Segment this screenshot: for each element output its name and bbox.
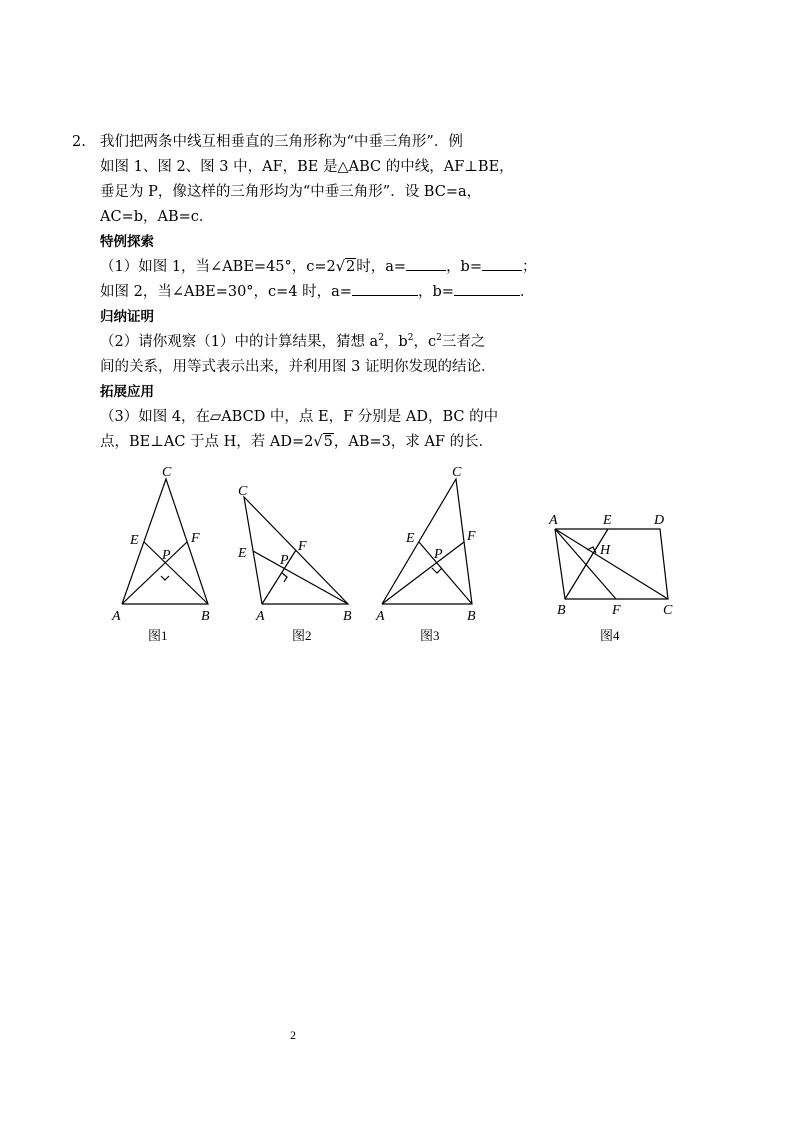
fig4-segment-af (555, 529, 616, 599)
intro-line-4: AC=b，AB=c． (100, 209, 214, 225)
page-number: 2 (290, 1028, 296, 1042)
fig2-label-p: P (280, 553, 289, 568)
fig4-label-h: H (600, 543, 611, 558)
fig4-label-f: F (612, 603, 621, 618)
fig1-label-p: P (162, 548, 171, 563)
fig2-median-af (262, 550, 296, 604)
part1-end: ； (522, 259, 537, 275)
intro-line-1: 我们把两条中线互相垂直的三角形称为“中垂三角形”．例 (100, 134, 463, 150)
answer-blank-b1[interactable] (482, 256, 522, 271)
fig3-label-f: F (467, 529, 476, 544)
problem-2 (72, 130, 537, 455)
fig4-label-d: D (654, 513, 665, 528)
part2-text-c: ，c (413, 334, 437, 350)
superscript: 2 (436, 333, 442, 343)
fig3-label-c: C (452, 465, 462, 480)
fig1-label-e: E (130, 533, 139, 548)
part3-text-b: ，AB=3，求 AF 的长． (333, 434, 494, 450)
answer-blank-a1[interactable] (406, 256, 446, 271)
fig4-label-e: E (603, 513, 612, 528)
figure-4 (555, 529, 668, 599)
fig2-label-b: B (343, 609, 352, 624)
fig3-label-a: A (376, 609, 385, 624)
part1-line2-mid: ，b= (417, 284, 454, 300)
part2-text-a: （2）请你观察（1）中的计算结果，猜想 a (100, 334, 379, 350)
fig2-caption: 图2 (292, 628, 312, 643)
fig3-triangle (382, 479, 472, 604)
sqrt-symbol: √5 (313, 434, 333, 450)
fig2-label-e: E (238, 546, 247, 561)
fig2-label-a: A (256, 609, 265, 624)
problem-body (100, 130, 537, 455)
fig4-caption: 图4 (600, 628, 620, 643)
fig4-label-b: B (557, 603, 566, 618)
part3-text-a: 点，BE⊥AC 于点 H，若 AD=2 (100, 434, 314, 450)
fig1-label-b: B (201, 609, 210, 624)
radicand: 2 (346, 259, 356, 275)
part1-line-2 (100, 280, 535, 305)
fig2-label-c: C (238, 484, 248, 499)
fig1-right-angle-mark (161, 576, 169, 580)
part1-line2-lead: 如图 2，当∠ABE=30°，c=4 时，a= (100, 284, 352, 300)
intro-line-3: 垂足为 P，像这样的三角形均为“中垂三角形”．设 BC=a， (100, 184, 482, 200)
part3-line-2 (100, 430, 527, 455)
section-title-proof: 归纳证明 (100, 309, 154, 325)
intro-line-2: 如图 1、图 2、图 3 中，AF，BE 是△ABC 的中线，AF⊥BE， (100, 159, 514, 175)
figure-2 (244, 497, 348, 604)
fig1-caption: 图1 (148, 628, 168, 643)
part3-line-1: （3）如图 4，在▱ABCD 中，点 E，F 分别是 AD，BC 的中 (100, 409, 499, 425)
part1-lead: （1）如图 1，当∠ABE=45°，c=2 (100, 259, 336, 275)
fig1-label-c: C (162, 465, 172, 480)
radicand: 5 (323, 434, 333, 450)
part1-tail-a: 时，a= (356, 259, 407, 275)
part2-line-2: 间的关系，用等式表示出来，并利用图 3 证明你发现的结论． (100, 359, 496, 375)
sqrt-symbol: √2 (335, 259, 356, 275)
part2-text-d: 三者之 (441, 334, 486, 350)
answer-blank-b2[interactable] (454, 281, 520, 296)
fig2-label-f: F (298, 539, 307, 554)
part2-line-1 (100, 330, 527, 355)
fig3-median-af (382, 542, 464, 604)
fig3-caption: 图3 (420, 628, 440, 643)
part2-text-b: ，b (383, 334, 408, 350)
section-title-special-cases: 特例探索 (100, 234, 154, 250)
part1-line2-end: ． (519, 284, 535, 300)
superscript: 2 (378, 333, 384, 343)
fig1-median-af (122, 542, 187, 604)
fig1-median-be (144, 542, 208, 604)
figures (100, 462, 700, 652)
problem-number: 2. (72, 134, 86, 150)
fig4-label-a: A (549, 513, 558, 528)
fig3-label-b: B (467, 609, 476, 624)
fig2-right-angle-mark (282, 573, 287, 582)
part1-tail-b: ，b= (446, 259, 482, 275)
answer-blank-a2[interactable] (352, 281, 418, 296)
part1-line-1 (100, 255, 537, 280)
fig3-label-e: E (406, 531, 415, 546)
fig3-right-angle-mark (432, 568, 442, 573)
fig1-label-a: A (112, 609, 121, 624)
superscript: 2 (407, 333, 414, 343)
section-title-extension: 拓展应用 (100, 384, 154, 400)
fig4-label-c: C (663, 603, 673, 618)
fig3-label-p: P (434, 547, 443, 562)
fig1-label-f: F (191, 531, 200, 546)
figure-3 (382, 479, 472, 604)
fig3-median-be (419, 542, 472, 604)
